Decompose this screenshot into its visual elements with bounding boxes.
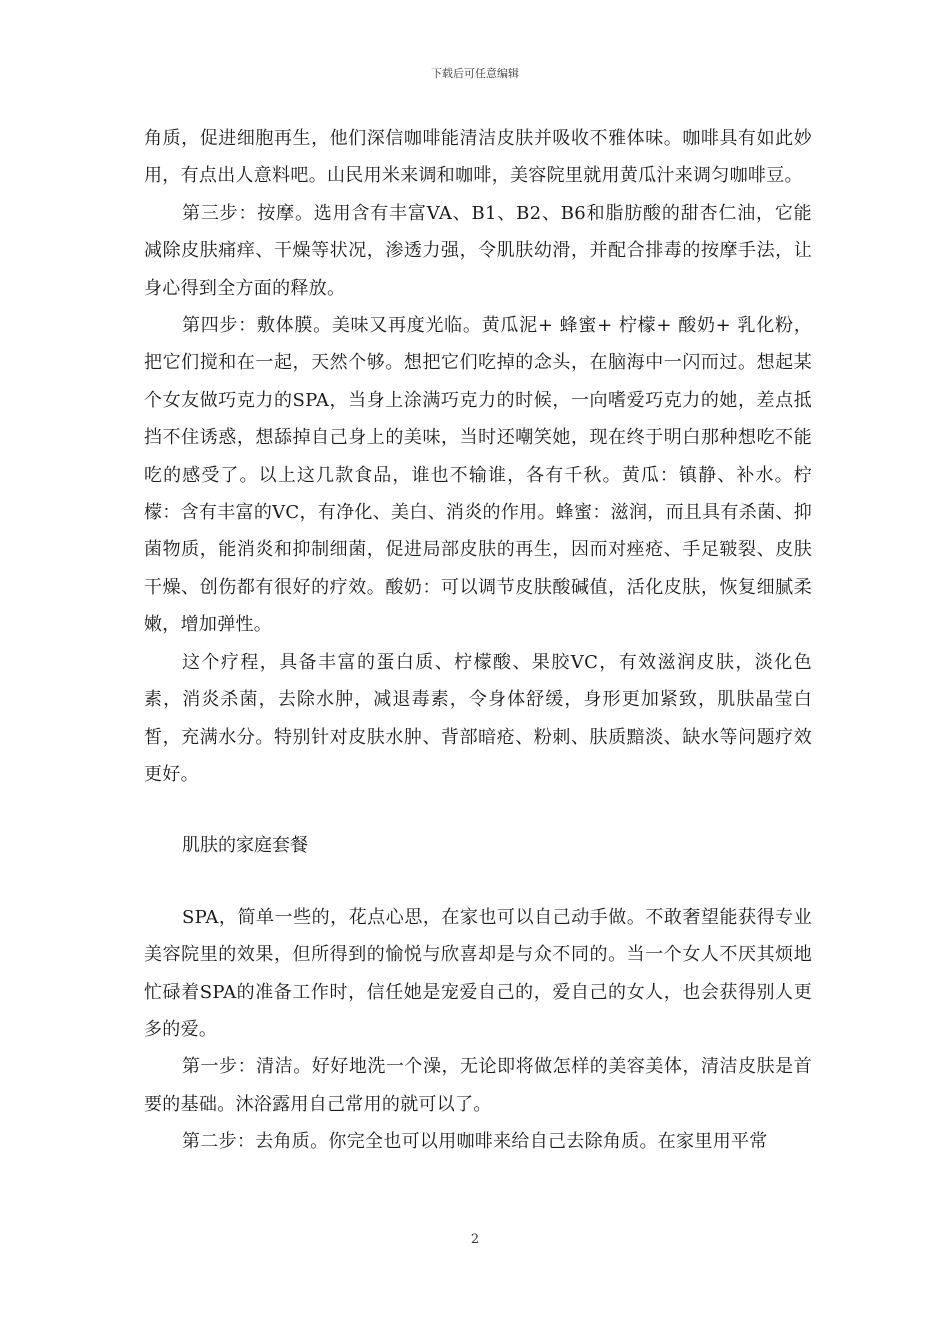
paragraph-step-one-cleanse: 第一步：清洁。好好地洗一个澡，无论即将做怎样的美容美体，清洁皮肤是首要的基础。沐浴露用自己常用的就可以了。 — [144, 1056, 812, 1115]
section-heading: 肌肤的家庭套餐 — [182, 835, 308, 857]
page-header: 下载后可任意编辑 — [431, 67, 519, 80]
paragraph-step-three-massage: 第三步：按摩。选用含有丰富VA、B1、B2、B6和脂肪酸的甜杏仁油，它能减除皮肤痛痒、干燥等状况，渗透力强，令肌肤幼滑，并配合排毒的按摩手法，让身心得到全方面的释放。 — [144, 202, 812, 299]
document-body — [144, 120, 812, 1161]
page-number: 2 — [470, 1232, 480, 1247]
paragraph-continued: 角质，促进细胞再生，他们深信咖啡能清洁皮肤并吸收不雅体味。咖啡具有如此妙用，有点出人意料吧。山民用米来调和咖啡，美容院里就用黄瓜汁来调匀咖啡豆。 — [144, 128, 812, 187]
paragraph-home-spa-intro: SPA，简单一些的，花点心思，在家也可以自己动手做。不敢奢望能获得专业美容院里的效果，但所得到的愉悦与欣喜却是与众不同的。当一个女人不厌其烦地忙碌着SPA的准备工作时，信任她是宠爱自己的，爱自己的女人，也会获得别人更多的爱。 — [144, 906, 812, 1040]
paragraph-step-four-body-mask: 第四步：敷体膜。美味又再度光临。黄瓜泥+ 蜂蜜+ 柠檬+ 酸奶+ 乳化粉，把它们搅和在一起，天然个够。想把它们吃掉的念头，在脑海中一闪而过。想起某个女友做巧克力的SPA，当身上涂满巧克力的时候，一向嗜爱巧克力的她，差点抵挡不住诱惑，想舔掉自己身上的美味，当时还嘲笑她，现在终于明白那种想吃不能吃的感受了。以上这几款食品，谁也不输谁，各有千秋。黄瓜：镇静、补水。柠檬：含有丰富的VC，有净化、美白、消炎的作用。蜂蜜：滋润，而且具有杀菌、抑菌物质，能消炎和抑制细菌，促进局部皮肤的再生，因而对痤疮、手足皲裂、皮肤干燥、创伤都有很好的疗效。酸奶：可以调节皮肤酸碱值，活化皮肤，恢复细腻柔嫩，增加弹性。 — [144, 315, 812, 636]
paragraph-step-two-exfoliate: 第二步：去角质。你完全也可以用咖啡来给自己去除角质。在家里用平常 — [182, 1131, 768, 1153]
paragraph-treatment-summary: 这个疗程，具备丰富的蛋白质、柠檬酸、果胶VC，有效滋润皮肤，淡化色素，消炎杀菌，去除水肿，减退毒素，令身体舒缓，身形更加紧致，肌肤晶莹白皙，充满水分。特别针对皮肤水肿、背部暗疮、粉刺、肤质黯淡、缺水等问题疗效更好。 — [144, 651, 812, 785]
